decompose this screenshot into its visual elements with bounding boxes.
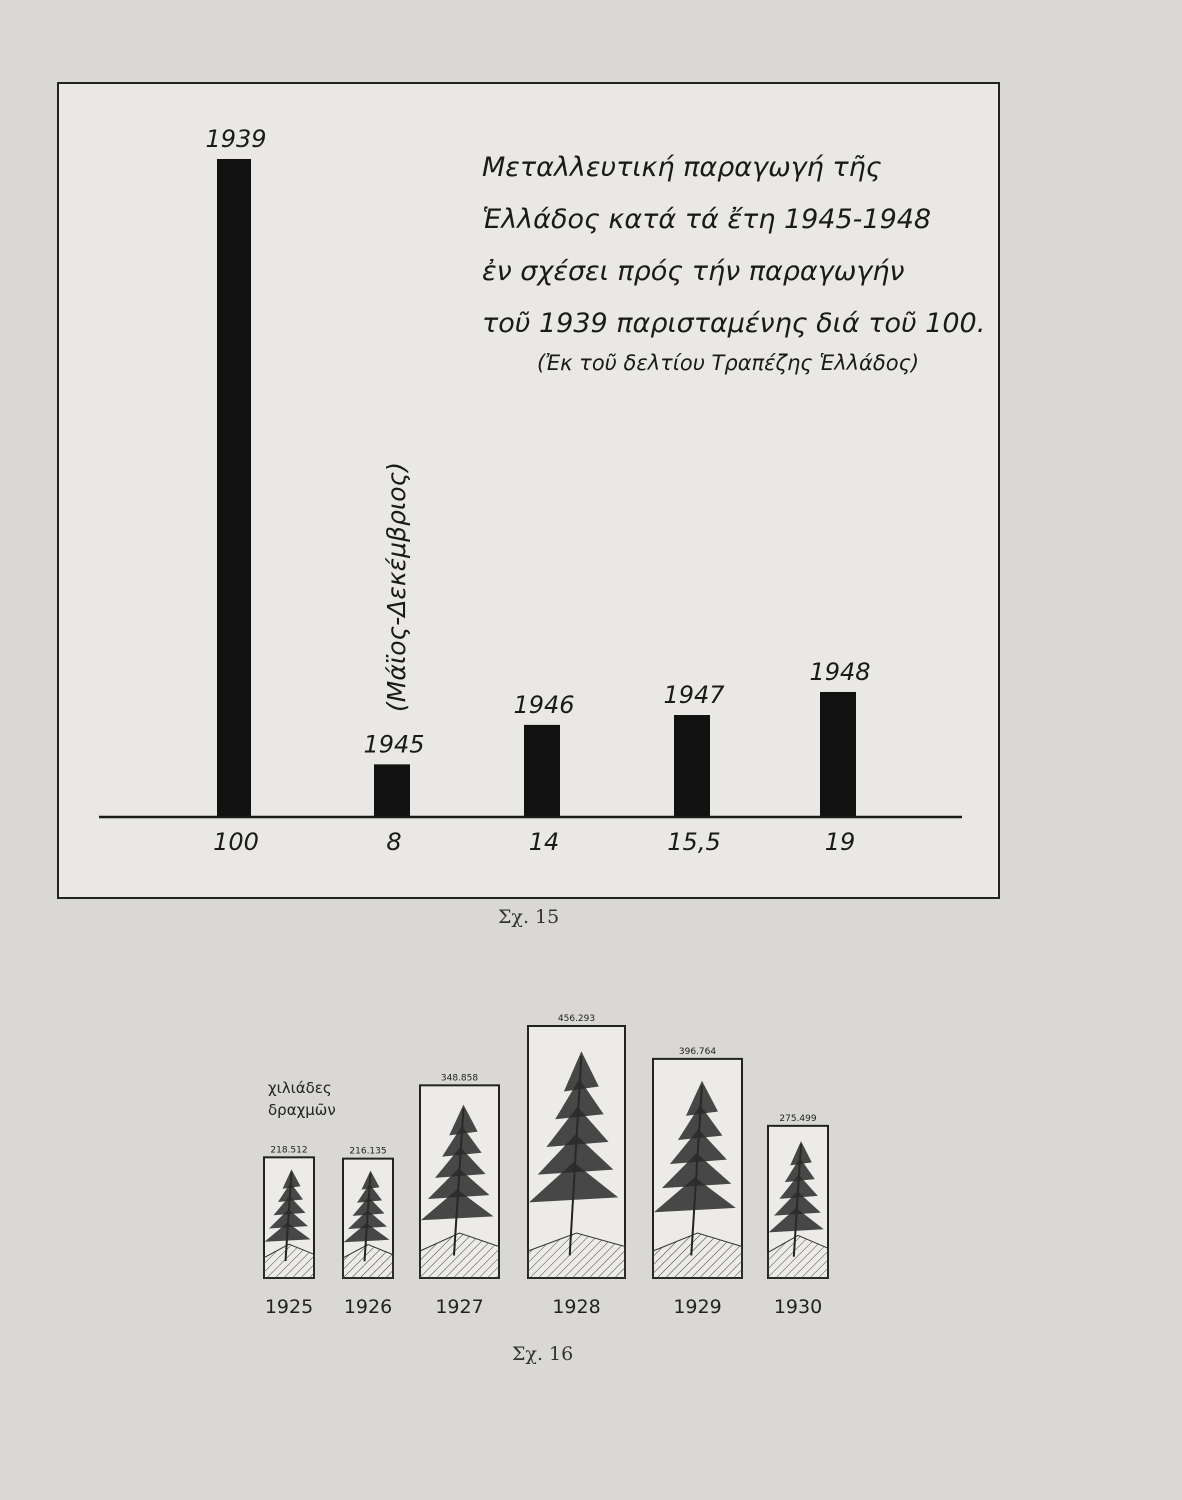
fig16-bar-category-label: 1928 [552,1296,601,1318]
fig15-bar-value-label: 19 [824,828,856,856]
fig15-bar [524,725,560,817]
fig16-bar-value-label: 396.764 [678,1046,717,1057]
fig16-tree-bar [420,1085,499,1278]
fig15-title [482,152,985,375]
fig16-caption: Σχ. 16 [512,1343,574,1365]
fig16-ylabel-line: δραχμῶν [268,1101,336,1119]
fig15-title-line: ἐν σχέσει πρός τήν παραγωγήν [482,256,905,287]
fig16-bar-value-label: 216.135 [349,1146,387,1157]
fig16-bar-category-label: 1926 [343,1296,393,1318]
fig15-bar-value-label: 100 [213,828,259,856]
fig16-axis-label [268,1079,336,1119]
fig15-bar [674,715,710,817]
fig16-tree-bar [528,1026,625,1278]
fig15-bar-category-label: 1946 [513,690,575,719]
fig16-bar-category-label: 1925 [264,1296,314,1318]
fig16-bar-value-label: 348.858 [440,1073,479,1084]
fig15-period-annotation: (Μάϊος-Δεκέμβριος) [382,461,411,712]
fig16-tree-bar [343,1159,393,1278]
fig15-bar-value-label: 8 [386,828,402,856]
fig15-bar-value-label: 15,5 [667,828,721,856]
fig16-tree-bar [653,1059,742,1278]
fig16-bar-category-label: 1927 [435,1296,484,1318]
fig15-bar [374,764,410,817]
fig16-bar-category-label: 1930 [773,1296,823,1318]
fig15-title-line: Μεταλλευτική παραγωγή τῆς [482,152,882,183]
fig16-bar-category-label: 1929 [673,1296,722,1318]
fig15-bar-value-label: 14 [528,828,560,856]
fig16-bar-value-label: 218.512 [270,1145,308,1156]
fig16-tree-bar [264,1157,314,1278]
fig15-bar [820,692,856,817]
fig15-chart-frame [57,82,1000,899]
fig15-title-line: Ἑλλάδος κατά τά ἔτη 1945-1948 [482,204,932,235]
fig15-caption: Σχ. 15 [498,906,560,928]
fig15-bar-category-label: 1947 [663,681,725,710]
fig15-source-note: (Ἐκ τοῦ δελτίου Τραπέζης Ἑλλάδος) [537,351,920,375]
fig16-ylabel-line: χιλιάδες [268,1079,332,1097]
fig16-bar-value-label: 275.499 [779,1113,817,1124]
fig15-bar [217,159,251,817]
fig15-bar-category-label: 1939 [205,125,267,153]
fig15-bar-category-label: 1948 [809,657,871,686]
fig16-bar-value-label: 456.293 [557,1014,596,1024]
fig15-chart [59,84,998,897]
fig15-title-line: τοῦ 1939 παρισταμένης διά τοῦ 100. [482,308,986,339]
fig16-tree-bar [768,1126,828,1278]
fig15-bar-category-label: 1945 [363,730,425,759]
